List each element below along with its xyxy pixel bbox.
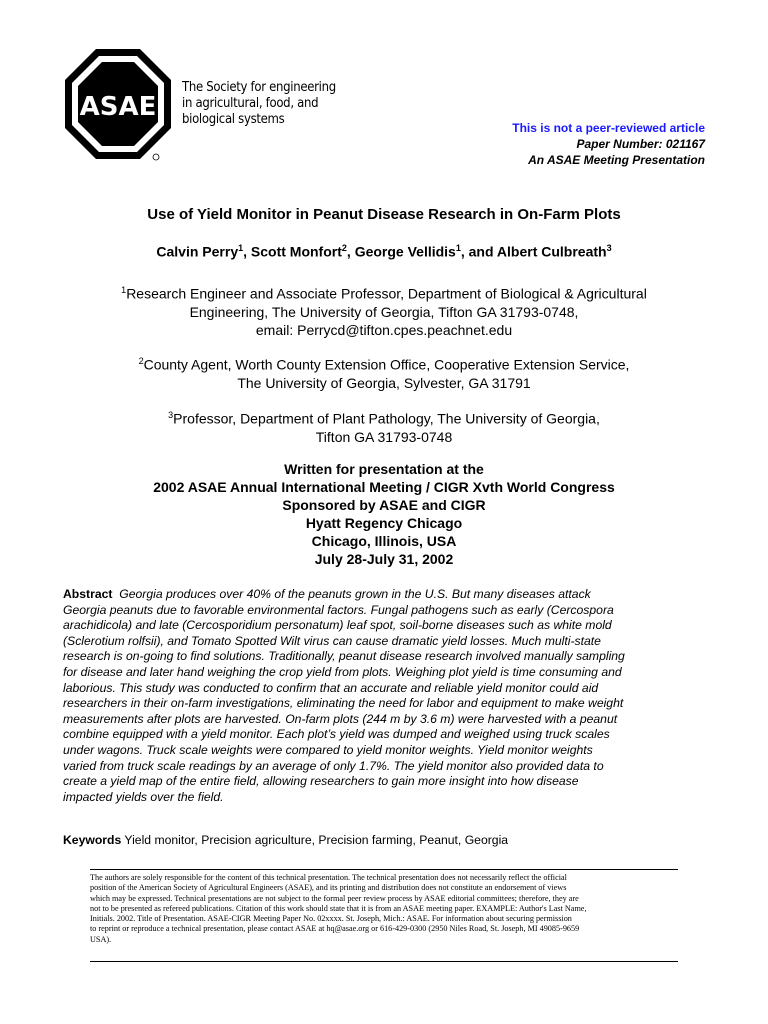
divider-top bbox=[90, 869, 678, 870]
conference-line: Chicago, Illinois, USA bbox=[311, 533, 457, 549]
affiliation-line: Tifton GA 31793-0748 bbox=[315, 428, 453, 445]
author-name: Albert Culbreath bbox=[496, 243, 607, 260]
author-name: Scott Monfort bbox=[250, 243, 342, 260]
abstract-line: researchers in their on-farm investigations, eliminating the need for labor and equipment to make weight bbox=[63, 696, 624, 711]
paper-number: Paper Number: 021167 bbox=[576, 137, 705, 151]
author-name: George Vellidis bbox=[354, 243, 456, 260]
disclaimer-line: position of the American Society of Agricultural Engineers (ASAE), and its printing and distribution does not constitute an endorsement of views bbox=[90, 883, 567, 893]
keywords-text: Yield monitor, Precision agriculture, Precision farming, Peanut, Georgia bbox=[124, 833, 509, 847]
abstract-line: under wagons. Truck scale weights were compared to yield monitor weights. Yield monitor weights bbox=[63, 742, 593, 757]
divider-bottom bbox=[90, 961, 678, 962]
abstract-label: Abstract bbox=[63, 587, 113, 601]
tagline-line: The Society for engineering bbox=[182, 80, 336, 95]
affiliation-line: Research Engineer and Associate Professor, Department of Biological & Agricultural bbox=[126, 285, 647, 302]
abstract-line: (Sclerotium rolfsii), and Tomato Spotted Wilt virus can cause dramatic yield losses. Much multi-state bbox=[63, 633, 601, 648]
abstract-line: research is on-going to find solutions. Traditionally, peanut disease research involved manually sampling bbox=[63, 649, 625, 664]
peer-review-notice: This is not a peer-reviewed article bbox=[512, 121, 705, 135]
author-affiliation-marker: 3 bbox=[606, 243, 612, 253]
tagline-line: biological systems bbox=[182, 112, 285, 127]
affiliation-3 bbox=[0, 406, 768, 446]
society-tagline bbox=[182, 80, 336, 128]
abstract-line: varied from truck scale readings by an average of only 1.7%. The yield monitor also provided data to bbox=[63, 758, 604, 773]
conference-line: Sponsored by ASAE and CIGR bbox=[282, 497, 486, 513]
disclaimer-line: Initials. 2002. Title of Presentation. ASAE-CIGR Meeting Paper No. 02xxxx. St. Joseph, Mich.: ASAE. For information about securing permission bbox=[90, 914, 572, 924]
affiliation-line: email: Perrycd@tifton.cpes.peachnet.edu bbox=[255, 321, 513, 338]
author-affiliation-marker: 1 bbox=[455, 243, 461, 253]
disclaimer-line: USA). bbox=[90, 934, 112, 944]
keywords bbox=[63, 833, 508, 847]
abstract-line: Georgia peanuts due to favorable environmental factors. Fungal pathogens such as early (Cercospora bbox=[63, 602, 614, 617]
conference-line: 2002 ASAE Annual International Meeting / CIGR Xvth World Congress bbox=[153, 479, 615, 495]
affiliation-marker: 1 bbox=[121, 285, 127, 295]
paper-title: Use of Yield Monitor in Peanut Disease Research in On-Farm Plots bbox=[147, 206, 621, 223]
paper-meta bbox=[512, 120, 705, 168]
affiliation-line: Engineering, The University of Georgia, Tifton GA 31793-0748, bbox=[189, 303, 579, 320]
abstract-line: laborious. This study was conducted to confirm that an accurate and reliable yield monitor could aid bbox=[63, 680, 599, 695]
affiliation-line: County Agent, Worth County Extension Office, Cooperative Extension Service, bbox=[143, 356, 630, 373]
author-name: Calvin Perry bbox=[156, 243, 239, 260]
disclaimer-line: not to be presented as refereed publications. Citation of this work should state that it is from an ASAE meeting paper. EXAMPLE: Author's Last Name, bbox=[90, 903, 587, 913]
affiliation-line: The University of Georgia, Sylvester, GA 31791 bbox=[237, 374, 531, 391]
disclaimer-line: The authors are solely responsible for the content of this technical presentation. The technical presentation does not necessarily reflect the official bbox=[90, 873, 567, 882]
author-list bbox=[0, 243, 768, 260]
affiliation-1 bbox=[0, 281, 768, 339]
tagline-line: in agricultural, food, and bbox=[182, 96, 319, 111]
abstract-line: arachidicola) and late (Cercosporidium personatum) leaf spot, soil-borne diseases such as white mold bbox=[63, 618, 612, 633]
disclaimer-line: which may be expressed. Technical presentations are not subject to the formal peer review process by ASAE editorial committees; therefore, they are bbox=[90, 893, 579, 903]
abstract-line: impacted yields over the field. bbox=[63, 789, 224, 804]
abstract-line: for disease and later hand weighing the crop yield from plots. Weighing plot yield is time consuming and bbox=[63, 664, 622, 679]
author-separator: , bbox=[243, 243, 251, 260]
abstract-line: combine equipped with a yield monitor. Each plot’s yield was dumped and weighed using truck scales bbox=[63, 727, 610, 742]
logo-text: ASAE bbox=[79, 92, 157, 122]
abstract-line: Georgia produces over 40% of the peanuts grown in the U.S. But many diseases attack bbox=[119, 587, 591, 601]
conference-line: July 28-July 31, 2002 bbox=[314, 551, 454, 567]
meeting-presentation: An ASAE Meeting Presentation bbox=[528, 153, 705, 167]
author-separator: , and bbox=[460, 243, 497, 260]
conference-info bbox=[0, 460, 768, 568]
conference-line: Hyatt Regency Chicago bbox=[305, 515, 463, 531]
asae-logo bbox=[63, 47, 173, 161]
disclaimer bbox=[90, 873, 680, 945]
affiliation-2 bbox=[0, 352, 768, 392]
abstract bbox=[63, 587, 713, 805]
keywords-label: Keywords bbox=[63, 833, 122, 847]
abstract-line: measurements after plots are harvested. On-farm plots (244 m by 3.6 m) were harvested with a peanut bbox=[63, 711, 618, 726]
affiliation-marker: 3 bbox=[168, 410, 174, 420]
conference-line: Written for presentation at the bbox=[284, 461, 484, 477]
affiliation-line: Professor, Department of Plant Pathology, The University of Georgia, bbox=[173, 410, 600, 427]
disclaimer-line: to reprint or reproduce a technical presentation, please contact ASAE at hq@asae.org or 616-429-0300 (2950 Niles Road, St. Joseph, MI 49085-9659 bbox=[90, 924, 580, 934]
author-affiliation-marker: 2 bbox=[341, 243, 347, 253]
abstract-line: create a yield map of the entire field, allowing researchers to gain more insight into how disease bbox=[63, 774, 579, 789]
author-separator: , bbox=[346, 243, 355, 260]
author-affiliation-marker: 1 bbox=[238, 243, 244, 253]
affiliation-marker: 2 bbox=[138, 356, 144, 366]
